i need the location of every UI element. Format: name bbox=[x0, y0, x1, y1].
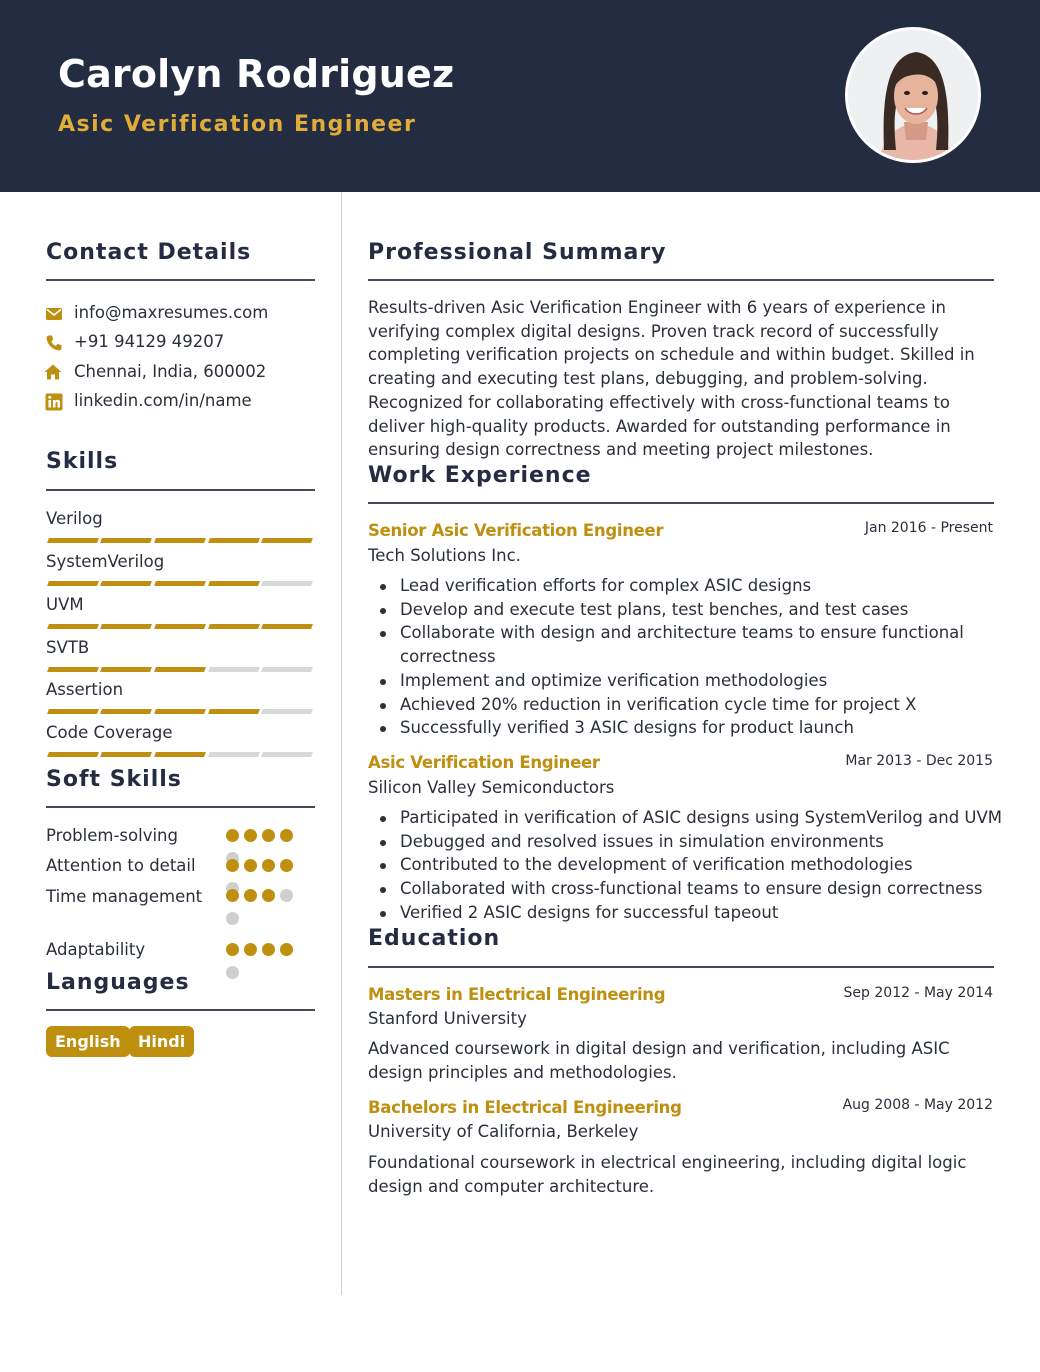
job-role: Asic Verification Engineer bbox=[368, 753, 600, 772]
skill-level-segment bbox=[154, 581, 206, 586]
skill-level-segment bbox=[154, 709, 206, 714]
soft-skill-name: Problem-solving bbox=[46, 826, 178, 845]
contact-heading: Contact Details bbox=[46, 240, 252, 265]
soft-skill-level-dot bbox=[244, 889, 257, 902]
school-name: Stanford University bbox=[368, 1009, 527, 1028]
skill-level-segment bbox=[208, 538, 260, 543]
soft-skill-level-dot bbox=[226, 912, 239, 925]
skill-name: Code Coverage bbox=[46, 723, 173, 742]
language-badge: English bbox=[46, 1026, 130, 1057]
skill-level-segment bbox=[100, 624, 152, 629]
experience-heading: Work Experience bbox=[368, 463, 592, 488]
soft-skills-rule bbox=[46, 806, 315, 808]
skill-level-segment bbox=[47, 667, 99, 672]
education-rule bbox=[368, 966, 994, 968]
summary-text: Results-driven Asic Verification Engineer with 6 years of experience in verifying complex digital designs. Proven track record of successfully completing verification projects on schedule and within budget. Skilled in creating and executing test plans, debugging, and problem-solving. Recognized for collaborating effectively with cross-functional teams to deliver high-quality products. Awarded for outstanding performance in ensuring design correctness and meeting project milestones. bbox=[368, 298, 975, 460]
skill-level-segment bbox=[47, 581, 99, 586]
education-heading: Education bbox=[368, 926, 501, 951]
skill-level-segment bbox=[154, 667, 206, 672]
skill-level-segment bbox=[208, 624, 260, 629]
languages-heading: Languages bbox=[46, 970, 190, 995]
job-dates: Jan 2016 - Present bbox=[864, 520, 993, 536]
job-bullets bbox=[368, 806, 1008, 925]
skills-rule bbox=[46, 489, 315, 491]
summary-heading: Professional Summary bbox=[368, 240, 667, 265]
job-bullet: Participated in verification of ASIC designs using SystemVerilog and UVM bbox=[368, 806, 1008, 830]
job-role: Senior Asic Verification Engineer bbox=[368, 521, 664, 540]
skill-level-segment bbox=[261, 709, 313, 714]
candidate-title: Asic Verification Engineer bbox=[58, 112, 417, 137]
skill-level-segment bbox=[208, 709, 260, 714]
experience-rule bbox=[368, 502, 994, 504]
job-bullet: Implement and optimize verification methodologies bbox=[368, 669, 996, 693]
soft-skill-name: Time management bbox=[46, 887, 203, 906]
job-bullet: Develop and execute test plans, test benches, and test cases bbox=[368, 598, 996, 622]
skill-level-segment bbox=[154, 624, 206, 629]
soft-skill-level-dot bbox=[280, 829, 293, 842]
job-bullet: Achieved 20% reduction in verification cycle time for project X bbox=[368, 693, 996, 717]
skill-level-segment bbox=[208, 667, 260, 672]
linkedin-icon bbox=[45, 393, 63, 411]
skill-level-segment bbox=[100, 581, 152, 586]
soft-skill-level-dot bbox=[244, 943, 257, 956]
soft-skill-level-dot bbox=[280, 889, 293, 902]
degree-description: Advanced coursework in digital design and verification, including ASIC design principles and methodologies. bbox=[368, 1039, 950, 1082]
job-bullet: Successfully verified 3 ASIC designs for product launch bbox=[368, 716, 996, 740]
job-bullet: Contributed to the development of verification methodologies bbox=[368, 853, 1008, 877]
job-company: Tech Solutions Inc. bbox=[368, 546, 521, 565]
soft-skill-level-dot bbox=[226, 966, 239, 979]
skill-level-segment bbox=[47, 752, 99, 757]
job-bullet: Lead verification efforts for complex ASIC designs bbox=[368, 574, 996, 598]
soft-skill-level-dot bbox=[244, 829, 257, 842]
skill-level-segment bbox=[100, 752, 152, 757]
soft-skill-level-dot bbox=[226, 943, 239, 956]
summary-rule bbox=[368, 279, 994, 281]
soft-skill-level-dot bbox=[244, 859, 257, 872]
languages-rule bbox=[46, 1009, 315, 1011]
candidate-name: Carolyn Rodriguez bbox=[58, 52, 455, 96]
skill-name: Assertion bbox=[46, 680, 124, 699]
job-bullet: Collaborated with cross-functional teams to ensure design correctness bbox=[368, 877, 1008, 901]
skill-level-segment bbox=[208, 581, 260, 586]
soft-skill-name: Adaptability bbox=[46, 940, 146, 959]
resume-header bbox=[0, 0, 1040, 192]
home-icon bbox=[44, 363, 62, 381]
degree-dates: Aug 2008 - May 2012 bbox=[842, 1097, 993, 1113]
soft-skill-level-dot bbox=[280, 859, 293, 872]
contact-email[interactable]: info@maxresumes.com bbox=[74, 303, 269, 322]
soft-skill-level-dot bbox=[226, 829, 239, 842]
soft-skill-level-dot bbox=[262, 829, 275, 842]
skill-level-segment bbox=[100, 538, 152, 543]
phone-icon bbox=[45, 334, 63, 352]
soft-skill-level-dot bbox=[262, 889, 275, 902]
contact-rule bbox=[46, 279, 315, 281]
skill-level-segment bbox=[261, 538, 313, 543]
skill-level-segment bbox=[261, 624, 313, 629]
skill-level-segment bbox=[100, 709, 152, 714]
contact-linkedin[interactable]: linkedin.com/in/name bbox=[74, 391, 252, 410]
contact-phone[interactable]: +91 94129 49207 bbox=[74, 332, 225, 351]
job-bullet: Debugged and resolved issues in simulation environments bbox=[368, 830, 1008, 854]
soft-skill-level-dot bbox=[226, 889, 239, 902]
skill-level-segment bbox=[154, 538, 206, 543]
skill-level-segment bbox=[47, 624, 99, 629]
language-badge: Hindi bbox=[129, 1026, 194, 1057]
skills-heading: Skills bbox=[46, 449, 119, 474]
job-dates: Mar 2013 - Dec 2015 bbox=[845, 753, 993, 769]
soft-skill-name: Attention to detail bbox=[46, 856, 196, 875]
skill-level-segment bbox=[100, 667, 152, 672]
skill-level-segment bbox=[154, 752, 206, 757]
email-icon bbox=[45, 305, 63, 323]
degree-description: Foundational coursework in electrical engineering, including digital logic design and computer architecture. bbox=[368, 1153, 967, 1196]
column-divider bbox=[341, 192, 342, 1295]
job-bullet: Verified 2 ASIC designs for successful tapeout bbox=[368, 901, 1008, 925]
skill-level-segment bbox=[261, 752, 313, 757]
skill-level-segment bbox=[261, 667, 313, 672]
skill-name: SVTB bbox=[46, 638, 90, 657]
skill-level-segment bbox=[47, 709, 99, 714]
soft-skills-heading: Soft Skills bbox=[46, 767, 182, 792]
school-name: University of California, Berkeley bbox=[368, 1122, 639, 1141]
degree-dates: Sep 2012 - May 2014 bbox=[843, 985, 993, 1001]
soft-skill-level-dot bbox=[262, 943, 275, 956]
contact-address: Chennai, India, 600002 bbox=[74, 362, 267, 381]
profile-photo bbox=[845, 27, 981, 163]
soft-skill-level-dot bbox=[226, 859, 239, 872]
degree-title: Masters in Electrical Engineering bbox=[368, 985, 666, 1004]
soft-skill-level-dot bbox=[262, 859, 275, 872]
job-bullets bbox=[368, 574, 996, 740]
job-bullet: Collaborate with design and architecture teams to ensure functional correctness bbox=[368, 621, 996, 668]
soft-skill-level-dot bbox=[280, 943, 293, 956]
job-company: Silicon Valley Semiconductors bbox=[368, 778, 615, 797]
skill-name: Verilog bbox=[46, 509, 103, 528]
degree-title: Bachelors in Electrical Engineering bbox=[368, 1098, 682, 1117]
skill-level-segment bbox=[261, 581, 313, 586]
skill-name: SystemVerilog bbox=[46, 552, 165, 571]
skill-level-segment bbox=[208, 752, 260, 757]
skill-name: UVM bbox=[46, 595, 84, 614]
skill-level-segment bbox=[47, 538, 99, 543]
